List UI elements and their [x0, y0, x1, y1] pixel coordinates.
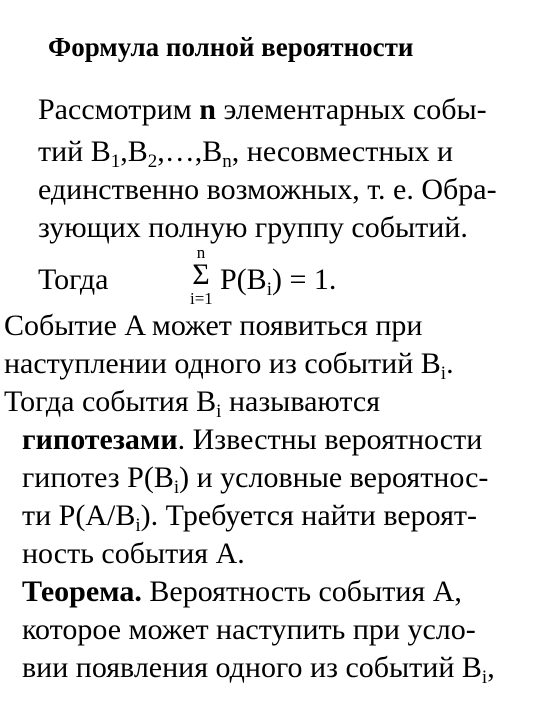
- subscript: i: [135, 515, 141, 536]
- intro-text: Рассмотрим: [38, 93, 200, 126]
- text-fragment: ). Требуется найти вероят-: [140, 499, 477, 532]
- text-fragment: ,: [487, 651, 495, 684]
- sum-upper-limit: n: [196, 243, 206, 262]
- event-line-2: [4, 346, 454, 382]
- intro-line-3: единственно возможных, т. е. Обра-: [38, 173, 497, 206]
- subscript: n: [222, 151, 232, 172]
- text-fragment: ) = 1.: [271, 263, 337, 296]
- event-line-7: ность события A.: [22, 537, 245, 570]
- subscript: i: [173, 477, 180, 498]
- event-line-4: [22, 422, 482, 458]
- formula-expression: [220, 262, 336, 298]
- subscript: 2: [147, 151, 158, 172]
- text-fragment: P(B: [220, 263, 267, 296]
- theorem-line-2: которое может наступить при усло-: [22, 613, 476, 646]
- text-fragment: .: [446, 347, 454, 380]
- event-line-5: [22, 460, 488, 496]
- n-variable: n: [199, 93, 216, 126]
- text-fragment: ,…,B: [157, 135, 223, 168]
- event-line-1: Событие A может появиться при: [4, 309, 423, 342]
- event-line-3: [4, 384, 380, 420]
- slide-title: Формула полной вероятности: [48, 32, 414, 62]
- hypotheses-term: гипотезами: [22, 423, 178, 456]
- text-fragment: вии появления одного из событий B: [22, 651, 482, 684]
- theorem-line-3: [22, 650, 495, 686]
- intro-line-4: зующих полную группу событий.: [38, 211, 468, 244]
- text-fragment: наступлении одного из событий B: [4, 347, 441, 380]
- text-fragment: ,B: [120, 135, 148, 168]
- theorem-label: Теорема.: [22, 575, 142, 608]
- intro-text: элементарных собы-: [215, 93, 487, 126]
- intro-line-2: [38, 134, 453, 170]
- subscript: i: [216, 401, 222, 422]
- formula-lead: Тогда: [38, 263, 109, 296]
- text-fragment: гипотез P(B: [22, 461, 174, 494]
- text-fragment: Вероятность события A,: [141, 575, 462, 608]
- text-fragment: ) и условные вероятнос-: [179, 461, 489, 494]
- sigma-symbol: Σ: [192, 258, 210, 291]
- intro-line-1: [38, 92, 487, 128]
- text-fragment: тий B: [38, 135, 111, 168]
- sum-lower-limit: i=1: [190, 289, 213, 308]
- text-fragment: Тогда события B: [4, 385, 217, 418]
- subscript: i: [440, 363, 447, 384]
- text-fragment: называются: [221, 385, 381, 418]
- theorem-line-1: [22, 574, 462, 610]
- event-line-6: [22, 498, 477, 534]
- subscript: 1: [110, 151, 121, 172]
- text-fragment: . Известны вероятности: [177, 423, 483, 456]
- subscript: i: [266, 279, 272, 300]
- text-fragment: ти P(A/B: [22, 499, 136, 532]
- subscript: i: [481, 667, 488, 688]
- text-fragment: , несовместных и: [231, 135, 454, 168]
